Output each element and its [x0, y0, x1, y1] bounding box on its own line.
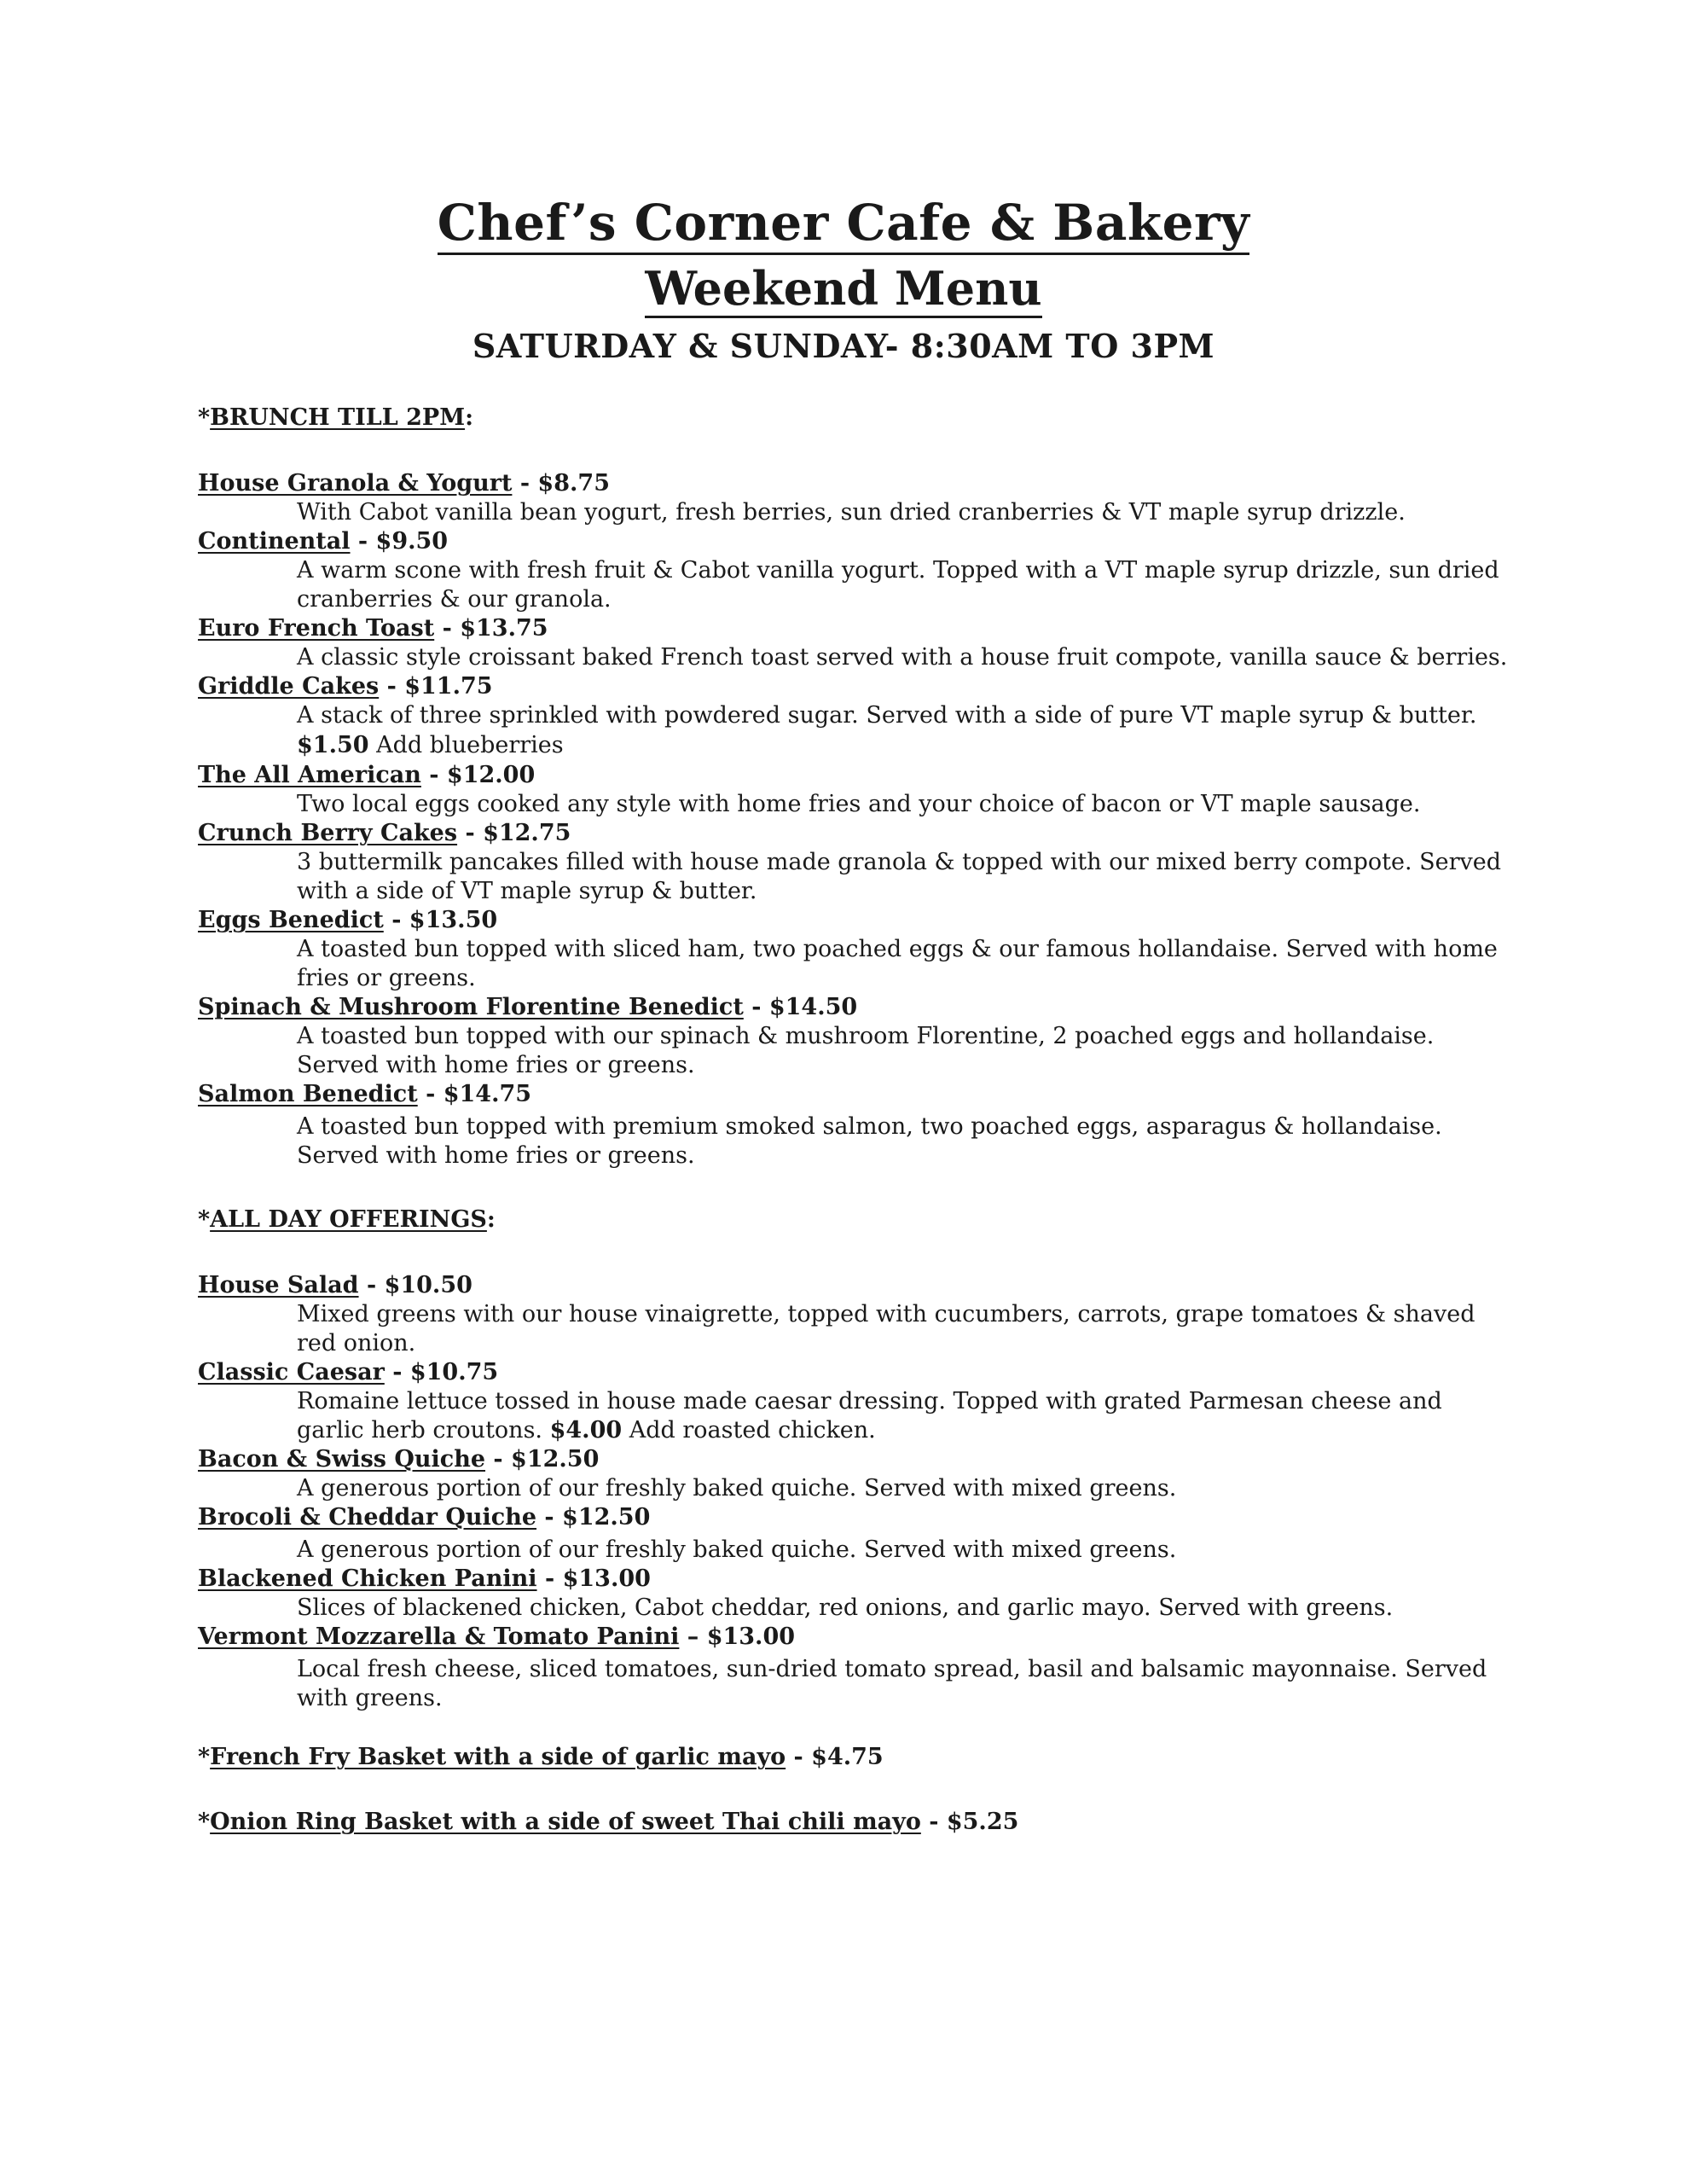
item-description: Romaine lettuce tossed in house made caesar dressing. Topped with grated Parmesan cheese and garlic herb croutons. $4.00 Add roasted chicken.	[297, 1388, 1442, 1443]
item-description: A generous portion of our freshly baked quiche. Served with mixed greens.	[297, 1536, 1177, 1563]
item-addon	[297, 730, 1511, 761]
basket-name: Onion Ring Basket with a side of sweet Thai chili mayo	[210, 1809, 921, 1835]
item-name: Brocoli & Cheddar Quiche	[198, 1504, 537, 1531]
item-price: - $12.50	[536, 1504, 651, 1531]
brunch-heading: *BRUNCH TILL 2PM:	[198, 404, 474, 431]
menu-subtitle: Weekend Menu	[645, 264, 1041, 318]
item-description: A warm scone with fresh fruit & Cabot vanilla yogurt. Topped with a VT maple syrup drizzle, sun dried cranberries & our granola.	[297, 557, 1499, 613]
item-price: - $14.50	[743, 994, 858, 1020]
menu-item	[198, 614, 1511, 672]
menu-item	[198, 761, 1511, 819]
menu-item	[198, 1623, 1511, 1713]
item-description: 3 buttermilk pancakes filled with house made granola & topped with our mixed berry compote. Served with a side of VT maple syrup & butter.	[297, 849, 1502, 904]
basket-item: *French Fry Basket with a side of garlic mayo - $4.75	[198, 1744, 884, 1770]
item-description: Slices of blackened chicken, Cabot cheddar, red onions, and garlic mayo. Served with greens.	[297, 1594, 1394, 1621]
addon-price: $1.50	[297, 732, 369, 758]
menu-item	[198, 1445, 1511, 1503]
item-price: - $13.75	[434, 615, 548, 642]
item-price: - $13.50	[383, 907, 498, 933]
item-name: Classic Caesar	[198, 1359, 385, 1385]
item-description: A stack of three sprinkled with powdered sugar. Served with a side of pure VT maple syrup & butter.	[297, 702, 1477, 729]
item-name: Continental	[198, 528, 351, 555]
menu-item	[198, 1358, 1511, 1445]
item-price: - $9.50	[350, 528, 449, 555]
menu-item	[198, 672, 1511, 761]
item-price: - $13.00	[536, 1565, 651, 1592]
item-description: A toasted bun topped with sliced ham, two poached eggs & our famous hollandaise. Served with home fries or greens.	[297, 936, 1498, 991]
item-name: Bacon & Swiss Quiche	[198, 1446, 486, 1472]
basket-price: - $4.75	[786, 1744, 884, 1770]
item-price: - $11.75	[379, 673, 493, 700]
menu-item	[198, 1080, 1511, 1170]
item-description: Mixed greens with our house vinaigrette, topped with cucumbers, carrots, grape tomatoes & shaved red onion.	[297, 1301, 1475, 1356]
item-price: - $12.50	[485, 1446, 600, 1472]
item-name: Blackened Chicken Panini	[198, 1565, 537, 1592]
all-day-heading: *ALL DAY OFFERINGS:	[198, 1206, 496, 1233]
item-name: Griddle Cakes	[198, 673, 380, 700]
item-name: Eggs Benedict	[198, 907, 384, 933]
opening-hours: SATURDAY & SUNDAY- 8:30AM TO 3PM	[472, 327, 1215, 366]
item-name: Salmon Benedict	[198, 1081, 418, 1107]
item-description: A generous portion of our freshly baked quiche. Served with mixed greens.	[297, 1475, 1177, 1502]
item-description: Two local eggs cooked any style with home fries and your choice of bacon or VT maple sausage.	[297, 791, 1421, 817]
item-name: Vermont Mozzarella & Tomato Panini	[198, 1623, 680, 1650]
addon-text: Add blueberries	[368, 732, 564, 758]
item-description: A classic style croissant baked French toast served with a house fruit compote, vanilla sauce & berries.	[297, 644, 1508, 671]
item-name: Spinach & Mushroom Florentine Benedict	[198, 994, 744, 1020]
basket-price: - $5.25	[920, 1809, 1019, 1835]
basket-item: *Onion Ring Basket with a side of sweet Thai chili mayo - $5.25	[198, 1809, 1019, 1835]
item-name: House Salad	[198, 1272, 359, 1298]
item-price: – $13.00	[679, 1623, 796, 1650]
item-description: Local fresh cheese, sliced tomatoes, sun-dried tomato spread, basil and balsamic mayonnaise. Served with greens.	[297, 1656, 1487, 1711]
item-price: - $8.75	[512, 470, 610, 497]
menu-item	[198, 1565, 1511, 1623]
item-name: The All American	[198, 762, 421, 788]
item-price: - $14.75	[417, 1081, 532, 1107]
basket-name: French Fry Basket with a side of garlic mayo	[210, 1744, 786, 1770]
menu-item	[198, 1503, 1511, 1565]
menu-item	[198, 906, 1511, 993]
addon-price: $4.00	[549, 1417, 623, 1443]
menu-item	[198, 469, 1511, 527]
menu-content	[198, 403, 1511, 1838]
restaurant-title: Chef’s Corner Cafe & Bakery	[438, 196, 1250, 255]
item-price: - $12.75	[457, 820, 571, 846]
item-price: - $10.50	[358, 1272, 472, 1298]
item-description: A toasted bun topped with our spinach & mushroom Florentine, 2 poached eggs and hollandaise. Served with home fries or greens.	[297, 1023, 1435, 1078]
item-price: - $12.00	[420, 762, 536, 788]
menu-item	[198, 819, 1511, 906]
menu-item	[198, 993, 1511, 1080]
menu-item	[198, 1271, 1511, 1358]
item-name: Euro French Toast	[198, 615, 435, 642]
menu-item	[198, 527, 1511, 614]
item-description: With Cabot vanilla bean yogurt, fresh berries, sun dried cranberries & VT maple syrup drizzle.	[297, 499, 1406, 526]
menu-header	[0, 196, 1687, 365]
item-name: Crunch Berry Cakes	[198, 820, 458, 846]
item-price: - $10.75	[384, 1359, 499, 1385]
item-name: House Granola & Yogurt	[198, 470, 513, 497]
addon-text: Add roasted chicken.	[622, 1417, 876, 1443]
item-description: A toasted bun topped with premium smoked salmon, two poached eggs, asparagus & hollandaise. Served with home fries or greens.	[297, 1113, 1442, 1169]
